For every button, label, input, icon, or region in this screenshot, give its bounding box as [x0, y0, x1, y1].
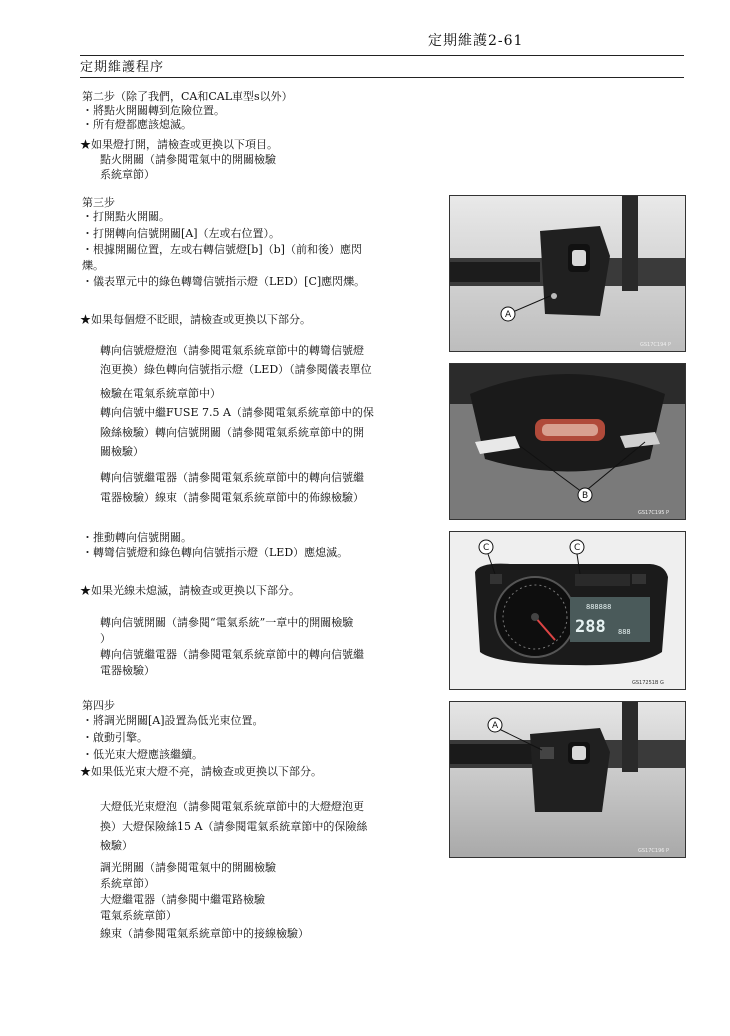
- text-line: ・根據開關位置，左或右轉信號燈[b]（b]（前和後）應閃: [82, 243, 362, 256]
- figure-rear-turn-signal: [449, 363, 686, 520]
- text-line: 大燈繼電器（請參閱中繼電路檢驗: [100, 893, 265, 906]
- figure-code: GS17C194 P: [640, 342, 672, 348]
- text-line: 檢驗）: [100, 839, 133, 852]
- text-line: ・轉彎信號燈和綠色轉向信號指示燈（LED）應熄滅。: [82, 546, 349, 559]
- text-line: ・將調光開關[A]設置為低光束位置。: [82, 714, 264, 727]
- text-line: 調光開關（請參閱電氣中的開關檢驗: [100, 861, 276, 874]
- figure-instrument-cluster: [449, 531, 686, 690]
- header-rule: [80, 55, 684, 56]
- figure-code: GS17C196 P: [638, 848, 670, 854]
- text-line: ・打開點火開關。: [82, 210, 170, 223]
- callout-label: A: [492, 721, 499, 731]
- text-line: 關檢驗）: [100, 445, 144, 458]
- section-title: 定期維護程序: [80, 60, 165, 75]
- text-line: ）: [100, 632, 111, 645]
- text-line: 轉向信號開關（請參閱“電氣系統”一章中的開關檢驗: [100, 616, 354, 629]
- text-line: 電器檢驗）: [100, 664, 155, 677]
- section-rule: [80, 77, 684, 78]
- lcd-speed: 288: [575, 617, 606, 637]
- callout-label: A: [505, 310, 512, 320]
- text-line: 泡更換）綠色轉向信號指示燈（LED）（請參閱儀表單位: [100, 363, 372, 376]
- text-line: 轉向信號燈燈泡（請參閱電氣系統章節中的轉彎信號燈: [100, 344, 364, 357]
- callout-label: B: [582, 491, 589, 501]
- text-line: 電器檢驗）線束（請參閱電氣系統章節中的佈線檢驗）: [100, 491, 364, 504]
- callout-label: C: [574, 543, 581, 553]
- text-line: 大燈低光束燈泡（請參閱電氣系統章節中的大燈燈泡更: [100, 800, 364, 813]
- text-line: ・推動轉向信號開關。: [82, 531, 192, 544]
- text-line: 線束（請參閱電氣系統章節中的接線檢驗）: [100, 927, 309, 940]
- text-line: ・打開轉向信號開關[A]（左或右位置）。: [82, 227, 281, 240]
- figure-dimmer-switch: [449, 701, 686, 858]
- text-line: 系統章節）: [100, 168, 155, 181]
- lcd-sub: 888: [618, 628, 631, 636]
- text-line: ・儀表單元中的綠色轉彎信號指示燈（LED）[C]應閃爍。: [82, 275, 366, 288]
- text-line: 電氣系統章節）: [100, 909, 177, 922]
- figure-code: GS17251B G: [632, 680, 664, 686]
- text-line: ★如果每個燈不眨眼，請檢查或更換以下部分。: [80, 313, 311, 326]
- text-line: 轉向信號中繼FUSE 7.5 A（請參閱電氣系統章節中的保: [100, 406, 374, 419]
- figure-handlebar-switch: [449, 195, 686, 352]
- text-line: 第二步（除了我們，CA和CAL車型s以外）: [82, 90, 293, 103]
- text-line: 第四步: [82, 699, 115, 712]
- text-line: ・低光束大燈應該繼續。: [82, 748, 203, 761]
- text-line: 系統章節）: [100, 877, 155, 890]
- text-line: ・將點火開關轉到危險位置。: [82, 104, 225, 117]
- text-line: 轉向信號繼電器（請參閱電氣系統章節中的轉向信號繼: [100, 471, 364, 484]
- text-line: 第三步: [82, 196, 115, 209]
- text-line: 險絲檢驗）轉向信號開關（請參閱電氣系統章節中的開: [100, 426, 364, 439]
- text-line: 轉向信號繼電器（請參閱電氣系統章節中的轉向信號繼: [100, 648, 364, 661]
- text-line: ★如果燈打開，請檢查或更換以下項目。: [80, 138, 278, 151]
- text-line: 點火開關（請參閱電氣中的開關檢驗: [100, 153, 276, 166]
- text-line: ★如果低光束大燈不亮，請檢查或更換以下部分。: [80, 765, 322, 778]
- callout-label: C: [483, 543, 490, 553]
- figure-code: GS17C195 P: [638, 510, 670, 516]
- text-line: 檢驗在電氣系統章節中）: [100, 387, 221, 400]
- text-line: ★如果光線未熄滅，請檢查或更換以下部分。: [80, 584, 300, 597]
- text-line: 爍。: [82, 259, 104, 272]
- text-line: ・所有燈都應該熄滅。: [82, 118, 192, 131]
- page-title: 定期維護2-61: [428, 33, 524, 49]
- text-line: ・啟動引擎。: [82, 731, 148, 744]
- text-line: 換）大燈保險絲15 A（請參閱電氣系統章節中的保險絲: [100, 820, 368, 833]
- lcd-odometer: 888888: [586, 603, 612, 611]
